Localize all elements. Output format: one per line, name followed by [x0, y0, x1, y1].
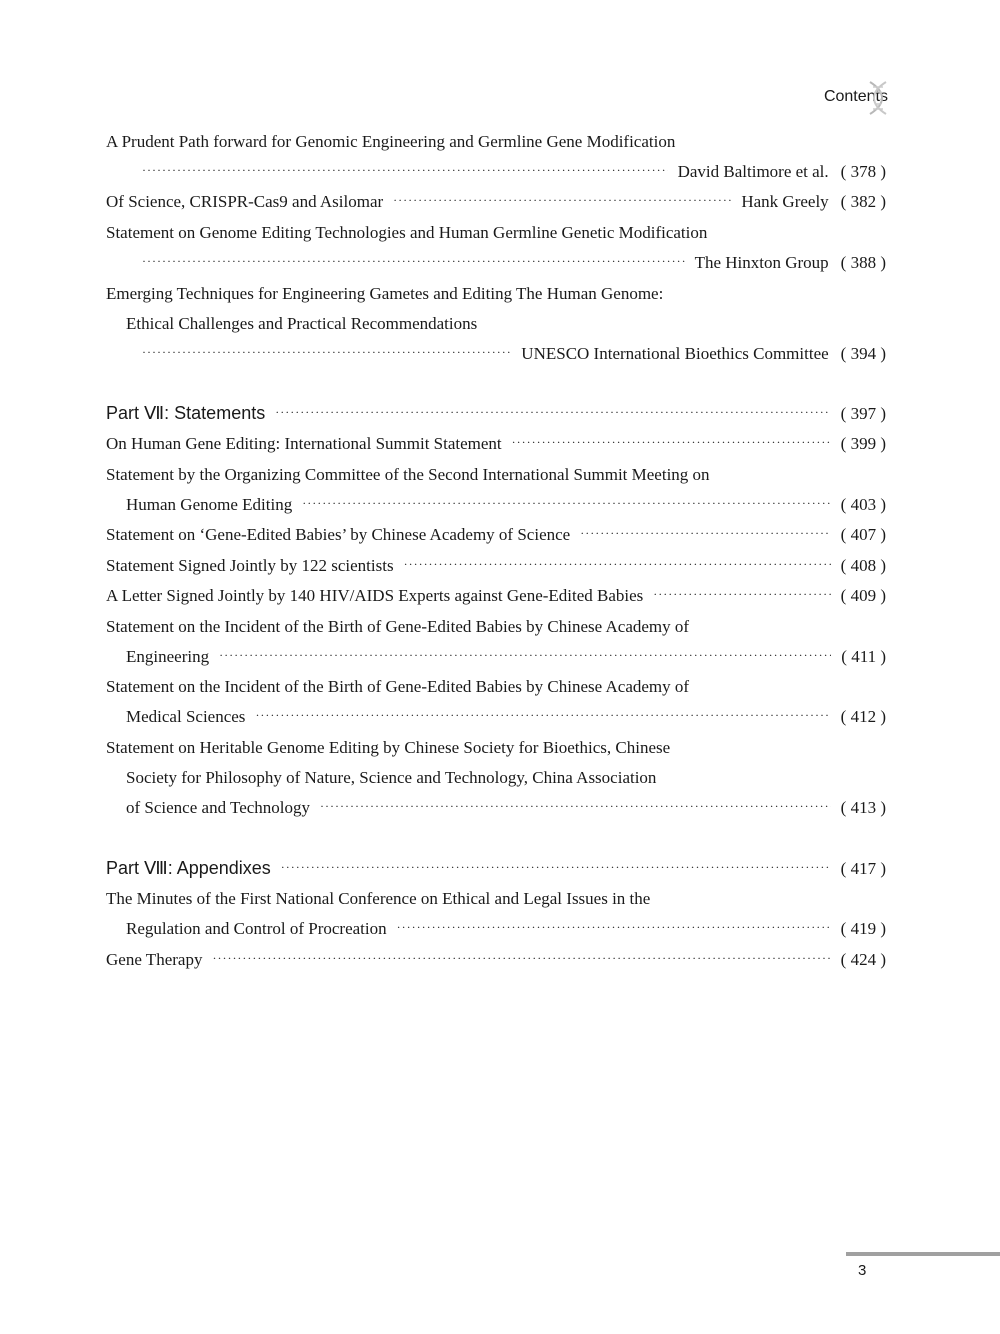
toc-entry-author: David Baltimore et al. [677, 162, 829, 181]
toc-entry-page: ( 411 ) [841, 647, 886, 666]
toc-entry-title[interactable]: The Minutes of the First National Conference on Ethical and Legal Issues in the [106, 889, 651, 908]
toc-part-heading[interactable] [106, 857, 886, 881]
part-title: Part Ⅷ: Appendixes [106, 858, 271, 878]
dot-leader [320, 795, 831, 817]
toc-entry-page: ( 378 ) [840, 162, 886, 181]
toc-entry-leader-row[interactable] [132, 252, 886, 275]
toc-entry-title-continued[interactable]: Ethical Challenges and Practical Recommendations [126, 314, 478, 333]
toc-entry[interactable] [126, 494, 886, 517]
toc-entry-page: ( 413 ) [840, 798, 886, 817]
toc-entry-title: Of Science, CRISPR-Cas9 and Asilomar [106, 192, 384, 211]
dot-leader [397, 916, 831, 938]
dot-leader [653, 583, 830, 605]
toc-entry-leader-row[interactable] [132, 343, 886, 366]
toc-entry-page: ( 403 ) [840, 495, 886, 514]
toc-entry-page: ( 397 ) [840, 404, 886, 423]
toc-entry-title: On Human Gene Editing: International Summit Statement [106, 434, 502, 453]
toc-entry-title[interactable]: Emerging Techniques for Engineering Gametes and Editing The Human Genome: [106, 284, 664, 303]
dot-leader [212, 947, 830, 969]
toc-entry-title-continued: Medical Sciences [126, 707, 246, 726]
toc-entry-title[interactable]: Statement by the Organizing Committee of the Second International Summit Meeting on [106, 465, 710, 484]
toc-entry-page: ( 399 ) [840, 434, 886, 453]
dot-leader [302, 492, 830, 514]
dot-leader [580, 522, 830, 544]
dot-leader [281, 856, 831, 878]
toc-entry-title-continued: Regulation and Control of Procreation [126, 919, 387, 938]
toc-part-heading[interactable] [106, 402, 886, 426]
toc-entry[interactable] [126, 646, 886, 669]
toc-entry-author: UNESCO International Bioethics Committee [521, 344, 829, 363]
toc-entry-page: ( 388 ) [840, 253, 886, 272]
part-title: Part Ⅶ: Statements [106, 403, 266, 423]
dot-leader [142, 159, 668, 181]
dot-leader [512, 431, 831, 453]
dot-leader [219, 644, 831, 666]
dot-leader [142, 250, 685, 272]
toc-entry-title: Statement Signed Jointly by 122 scientists [106, 556, 394, 575]
toc-entry-title[interactable]: Statement on Heritable Genome Editing by Chinese Society for Bioethics, Chinese [106, 738, 671, 757]
toc-entry[interactable] [106, 555, 886, 578]
toc-entry-title-continued[interactable]: Society for Philosophy of Nature, Science and Technology, China Association [126, 768, 657, 787]
toc-entry-page: ( 408 ) [840, 556, 886, 575]
toc-entry-page: ( 419 ) [840, 919, 886, 938]
toc-entry-title[interactable]: Statement on Genome Editing Technologies and Human Germline Genetic Modification [106, 223, 708, 242]
toc-entry-page: ( 407 ) [840, 525, 886, 544]
dot-leader [404, 553, 831, 575]
toc-entry-title: Gene Therapy [106, 950, 203, 969]
toc-entry-page: ( 382 ) [840, 192, 886, 211]
toc-entry-title-continued: Human Genome Editing [126, 495, 293, 514]
dot-leader [275, 401, 830, 423]
dna-icon [864, 80, 892, 116]
toc-entry[interactable] [106, 949, 886, 972]
dot-leader [255, 704, 830, 726]
toc-entry[interactable] [106, 524, 886, 547]
toc-entry[interactable] [126, 918, 886, 941]
toc-entry-leader-row[interactable] [132, 161, 886, 184]
toc-entry[interactable] [106, 433, 886, 456]
toc-entry-page: ( 417 ) [840, 859, 886, 878]
toc-entry-author: Hank Greely [741, 192, 829, 211]
dot-leader [142, 341, 511, 363]
toc-entry-page: ( 424 ) [840, 950, 886, 969]
footer-rule [846, 1252, 1000, 1256]
toc-entry-author: The Hinxton Group [694, 253, 829, 272]
toc-entry-title: Statement on ‘Gene-Edited Babies’ by Chinese Academy of Science [106, 525, 571, 544]
page-number: 3 [858, 1262, 867, 1279]
toc-entry[interactable] [106, 585, 886, 608]
toc-entry-page: ( 412 ) [840, 707, 886, 726]
toc-entry[interactable] [126, 706, 886, 729]
toc-entry-title[interactable]: Statement on the Incident of the Birth of Gene-Edited Babies by Chinese Academy of [106, 617, 690, 636]
toc-entry[interactable] [106, 191, 886, 214]
dot-leader [393, 189, 731, 211]
toc-entry-title[interactable]: Statement on the Incident of the Birth of Gene-Edited Babies by Chinese Academy of [106, 677, 690, 696]
toc-entry[interactable] [126, 797, 886, 820]
toc-entry-page: ( 394 ) [840, 344, 886, 363]
toc-entry-title: A Letter Signed Jointly by 140 HIV/AIDS Experts against Gene-Edited Babies [106, 586, 644, 605]
running-header: Contents [823, 88, 888, 105]
toc-entry-page: ( 409 ) [840, 586, 886, 605]
toc-entry-title[interactable]: A Prudent Path forward for Genomic Engineering and Germline Gene Modification [106, 132, 676, 151]
toc-entry-title-continued: Engineering [126, 647, 210, 666]
toc-entry-title-continued: of Science and Technology [126, 798, 311, 817]
